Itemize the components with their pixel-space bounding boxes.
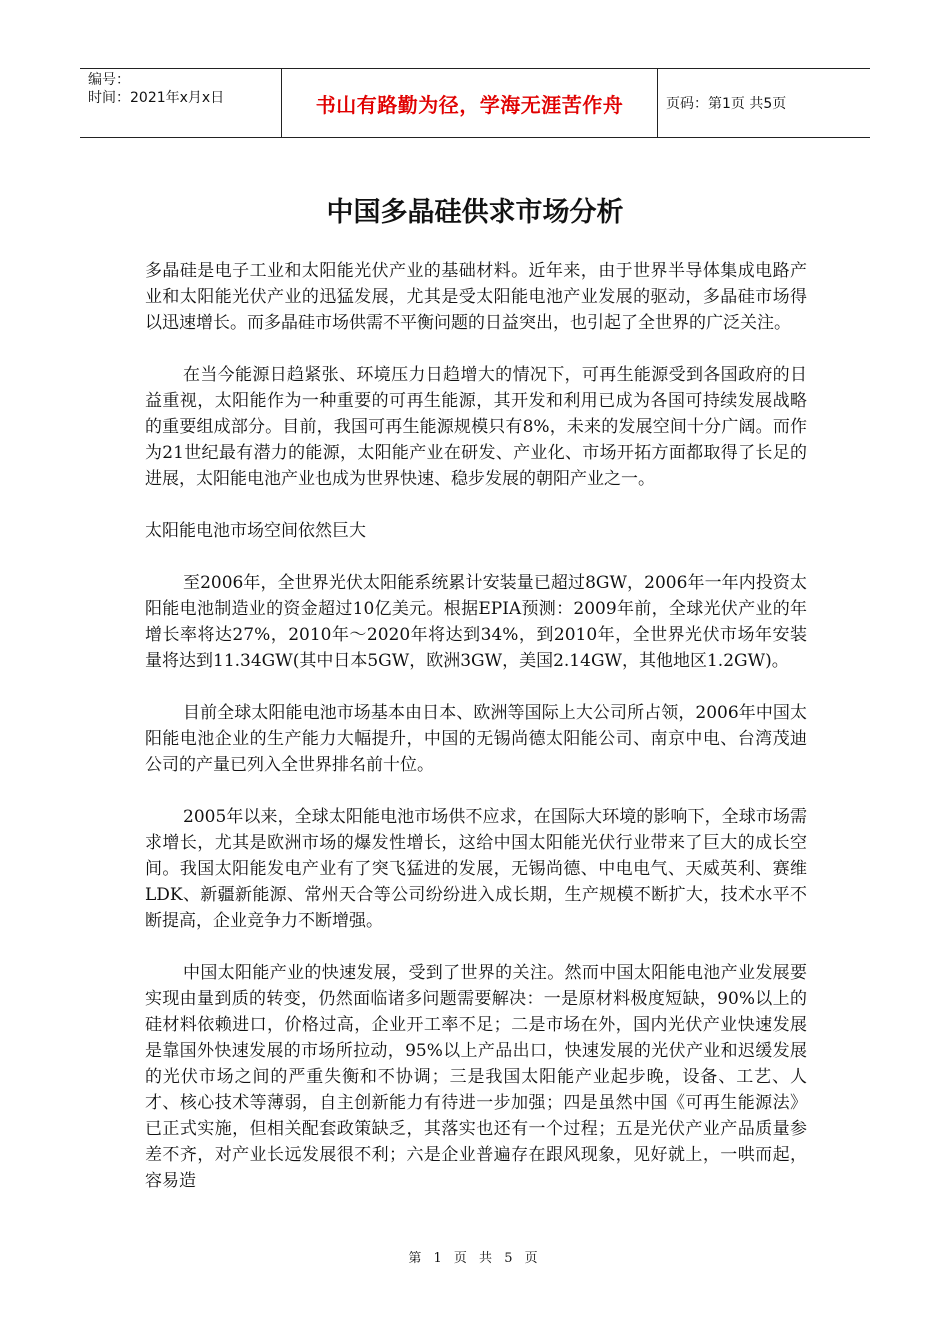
- section-heading: 太阳能电池市场空间依然巨大: [145, 521, 366, 541]
- paragraph: 中国太阳能产业的快速发展，受到了世界的关注。然而中国太阳能电池产业发展要实现由量到质的转变，仍然面临诸多问题需要解决：一是原材料极度短缺，90%以上的硅材料依赖进口，价格过高，企业开工率不足；二是市场在外，国内光伏产业快速发展是靠国外快速发展的市场所拉动，95%以上产品出口，快速发展的光伏产业和迟缓发展的光伏市场之间的严重失衡和不协调；三是我国太阳能产业起步晚，设备、工艺、人才、核心技术等薄弱，自主创新能力有待进一步加强；四是虽然中国《可再生能源法》已正式实施，但相关配套政策缺乏，其落实也还有一个过程；五是光伏产业产品质量参差不齐，对产业长远发展很不利；六是企业普遍存在跟风现象，见好就上，一哄而起，容易造: [145, 963, 807, 1191]
- paragraph: 目前全球太阳能电池市场基本由日本、欧洲等国际上大公司所占领，2006年中国太阳能电池企业的生产能力大幅提升，中国的无锡尚德太阳能公司、南京中电、台湾茂迪公司的产量已列入全世界排名前十位。: [145, 703, 807, 775]
- paragraph: 多晶硅是电子工业和太阳能光伏产业的基础材料。近年来，由于世界半导体集成电路产业和太阳能光伏产业的迅猛发展，尤其是受太阳能电池产业发展的驱动，多晶硅市场得以迅速增长。而多晶硅市场供需不平衡问题的日益突出，也引起了全世界的广泛关注。: [145, 261, 807, 333]
- header-motto-cell: [282, 69, 658, 137]
- document-body: [145, 258, 807, 1194]
- document-header: [80, 68, 870, 138]
- document-title: 中国多晶硅供求市场分析: [326, 197, 624, 228]
- document-time-label: 时间：2021年x月x日: [88, 90, 225, 106]
- paragraph: 至2006年，全世界光伏太阳能系统累计安装量已超过8GW，2006年一年内投资太阳能电池制造业的资金超过10亿美元。根据EPIA预测：2009年前，全球光伏产业的年增长率将达27%，2010年～2020年将达到34%，到2010年，全世界光伏市场年安装量将达到11.34GW(其中日本5GW，欧洲3GW，美国2.14GW，其他地区1.2GW)。: [145, 573, 807, 671]
- header-page-cell: [658, 69, 870, 137]
- paragraph: 在当今能源日趋紧张、环境压力日趋增大的情况下，可再生能源受到各国政府的日益重视，太阳能作为一种重要的可再生能源，其开发和利用已成为各国可持续发展战略的重要组成部分。目前，我国可再生能源规模只有8%，未来的发展空间十分广阔。而作为21世纪最有潜力的能源，太阳能产业在研发、产业化、市场开拓方面都取得了长足的进展，太阳能电池产业也成为世界快速、稳步发展的朝阳产业之一。: [145, 365, 807, 489]
- header-meta-cell: [80, 69, 282, 137]
- header-page-info: 页码：第1页 共5页: [666, 96, 787, 112]
- page-footer: 第 1 页 共 5 页: [408, 1251, 542, 1266]
- paragraph: 2005年以来，全球太阳能电池市场供不应求，在国际大环境的影响下，全球市场需求增长，尤其是欧洲市场的爆发性增长，这给中国太阳能光伏行业带来了巨大的成长空间。我国太阳能发电产业有了突飞猛进的发展，无锡尚德、中电电气、天威英利、赛维LDK、新疆新能源、常州天合等公司纷纷进入成长期，生产规模不断扩大，技术水平不断提高，企业竞争力不断增强。: [145, 807, 807, 931]
- header-motto: 书山有路勤为径，学海无涯苦作舟: [315, 92, 624, 117]
- document-number-label: 编号：: [88, 72, 130, 88]
